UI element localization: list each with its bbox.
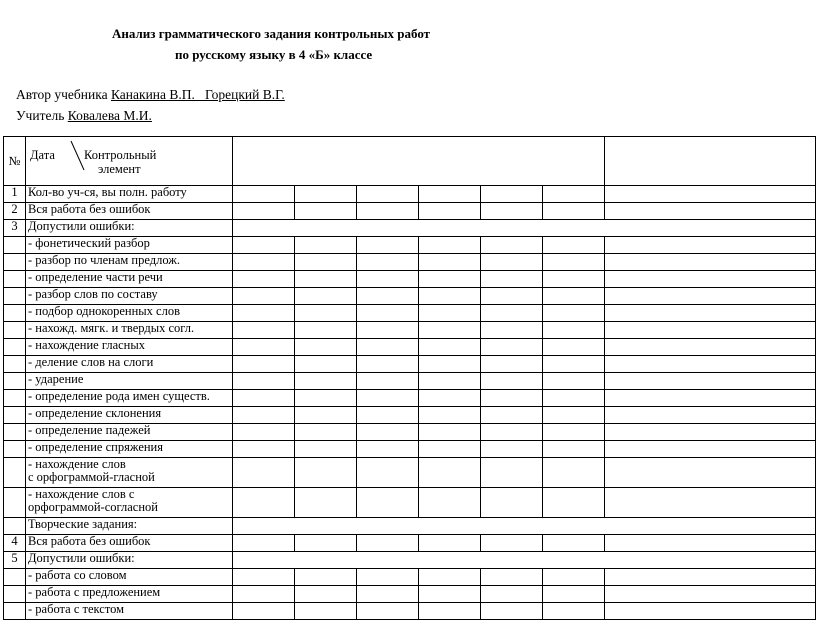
value-cell <box>419 186 481 203</box>
row-label: - определение части речи <box>26 271 233 288</box>
extra-cell <box>605 356 816 373</box>
date-header-span <box>233 137 605 186</box>
value-cell <box>481 407 543 424</box>
value-cell <box>543 488 605 518</box>
value-cell <box>419 373 481 390</box>
row-label: - работа с текстом <box>26 603 233 620</box>
table-row <box>4 339 816 356</box>
row-label: - разбор слов по составу <box>26 288 233 305</box>
row-number <box>4 373 26 390</box>
value-cell <box>295 288 357 305</box>
value-cell <box>357 488 419 518</box>
element-header-line2: элемент <box>98 162 141 176</box>
author-value: Канакина В.П. Горецкий В.Г. <box>110 87 285 102</box>
extra-cell <box>605 407 816 424</box>
value-cell <box>233 535 295 552</box>
row-number <box>4 569 26 586</box>
value-cell <box>357 237 419 254</box>
value-cell <box>295 271 357 288</box>
value-cell <box>295 322 357 339</box>
extra-cell <box>605 424 816 441</box>
value-cell <box>419 271 481 288</box>
num-header: № <box>4 137 26 186</box>
value-cell <box>543 203 605 220</box>
table-row <box>4 271 816 288</box>
row-label: - нахождение слов с орфограммой-согласной <box>26 488 233 518</box>
row-number <box>4 237 26 254</box>
row-number <box>4 488 26 518</box>
value-cell <box>357 271 419 288</box>
date-element-header <box>26 137 233 186</box>
value-cell <box>295 203 357 220</box>
table-row <box>4 488 816 518</box>
extra-cell <box>605 288 816 305</box>
value-cell <box>233 373 295 390</box>
value-cell <box>295 488 357 518</box>
value-cell <box>233 203 295 220</box>
row-number <box>4 356 26 373</box>
table-row <box>4 518 816 535</box>
row-label: Творческие задания: <box>26 518 233 535</box>
row-label: - определение склонения <box>26 407 233 424</box>
value-cell <box>419 203 481 220</box>
value-cell <box>357 424 419 441</box>
value-cell <box>233 569 295 586</box>
row-number: 5 <box>4 552 26 569</box>
value-cell <box>357 569 419 586</box>
value-cell <box>419 390 481 407</box>
value-cell <box>481 271 543 288</box>
extra-cell <box>605 254 816 271</box>
value-cell <box>481 458 543 488</box>
value-cell <box>543 305 605 322</box>
row-label: - работа с предложением <box>26 586 233 603</box>
value-cell <box>543 356 605 373</box>
value-cell <box>357 254 419 271</box>
document-title-line1: Анализ грамматического задания контрольных работ <box>112 26 431 41</box>
extra-cell <box>605 488 816 518</box>
table-row <box>4 569 816 586</box>
extra-cell <box>605 390 816 407</box>
value-cell <box>419 488 481 518</box>
value-cell <box>295 458 357 488</box>
value-cell <box>543 288 605 305</box>
row-number <box>4 305 26 322</box>
value-cell <box>233 339 295 356</box>
value-cell <box>543 424 605 441</box>
value-cell <box>543 390 605 407</box>
row-number <box>4 271 26 288</box>
value-cell <box>357 339 419 356</box>
value-cell <box>233 407 295 424</box>
value-cell <box>481 186 543 203</box>
value-cell <box>357 305 419 322</box>
analysis-table <box>3 136 816 620</box>
value-cell <box>419 322 481 339</box>
row-label: Допустили ошибки: <box>26 552 233 569</box>
row-label: Вся работа без ошибок <box>26 203 233 220</box>
value-cell <box>357 441 419 458</box>
table-row <box>4 458 816 488</box>
value-cell <box>481 339 543 356</box>
table-row <box>4 441 816 458</box>
table-row <box>4 237 816 254</box>
table-row <box>4 305 816 322</box>
value-cell <box>419 441 481 458</box>
value-cell <box>233 390 295 407</box>
value-cell <box>419 237 481 254</box>
row-number <box>4 322 26 339</box>
value-cell <box>295 237 357 254</box>
value-cell <box>543 254 605 271</box>
value-cell <box>419 535 481 552</box>
row-label: - определение рода имен существ. <box>26 390 233 407</box>
value-cell <box>481 569 543 586</box>
value-cell <box>295 254 357 271</box>
value-cell <box>481 356 543 373</box>
table-row <box>4 586 816 603</box>
value-cell <box>481 441 543 458</box>
value-cell <box>233 271 295 288</box>
row-number <box>4 390 26 407</box>
merged-value-cell <box>233 518 816 535</box>
value-cell <box>543 373 605 390</box>
value-cell <box>481 322 543 339</box>
row-number <box>4 424 26 441</box>
extra-cell <box>605 586 816 603</box>
value-cell <box>233 356 295 373</box>
extra-cell <box>605 322 816 339</box>
row-label: Допустили ошибки: <box>26 220 233 237</box>
row-number: 1 <box>4 186 26 203</box>
merged-value-cell <box>233 552 816 569</box>
row-number: 3 <box>4 220 26 237</box>
value-cell <box>481 424 543 441</box>
value-cell <box>357 407 419 424</box>
row-number <box>4 458 26 488</box>
value-cell <box>233 488 295 518</box>
table-row <box>4 407 816 424</box>
value-cell <box>357 373 419 390</box>
table-row <box>4 356 816 373</box>
extra-cell <box>605 186 816 203</box>
row-label: - деление слов на слоги <box>26 356 233 373</box>
value-cell <box>357 288 419 305</box>
extra-cell <box>605 441 816 458</box>
value-cell <box>295 407 357 424</box>
value-cell <box>233 237 295 254</box>
value-cell <box>419 407 481 424</box>
value-cell <box>481 254 543 271</box>
value-cell <box>295 186 357 203</box>
value-cell <box>357 203 419 220</box>
value-cell <box>481 203 543 220</box>
value-cell <box>543 339 605 356</box>
table-row <box>4 203 816 220</box>
extra-cell <box>605 305 816 322</box>
value-cell <box>481 535 543 552</box>
value-cell <box>295 569 357 586</box>
row-label: - фонетический разбор <box>26 237 233 254</box>
row-label: - работа со словом <box>26 569 233 586</box>
value-cell <box>481 488 543 518</box>
row-label: Кол-во уч-ся, вы полн. работу <box>26 186 233 203</box>
row-number: 4 <box>4 535 26 552</box>
value-cell <box>233 441 295 458</box>
document-title-line2: по русскому языку в 4 «Б» классе <box>175 47 373 62</box>
row-number <box>4 407 26 424</box>
value-cell <box>543 186 605 203</box>
value-cell <box>357 186 419 203</box>
value-cell <box>419 288 481 305</box>
element-header-line1: Контрольный <box>84 148 157 162</box>
table-row <box>4 220 816 237</box>
row-number <box>4 339 26 356</box>
extra-cell <box>605 203 816 220</box>
value-cell <box>233 288 295 305</box>
value-cell <box>357 535 419 552</box>
row-label: Вся работа без ошибок <box>26 535 233 552</box>
value-cell <box>543 535 605 552</box>
value-cell <box>233 305 295 322</box>
extra-cell <box>605 271 816 288</box>
value-cell <box>419 356 481 373</box>
value-cell <box>357 390 419 407</box>
value-cell <box>543 458 605 488</box>
value-cell <box>543 441 605 458</box>
teacher-line <box>16 108 152 124</box>
value-cell <box>481 390 543 407</box>
author-label: Автор учебника <box>16 87 111 102</box>
value-cell <box>295 424 357 441</box>
extra-cell <box>605 458 816 488</box>
row-label: - ударение <box>26 373 233 390</box>
value-cell <box>419 305 481 322</box>
value-cell <box>233 254 295 271</box>
table-row <box>4 254 816 271</box>
author-line <box>16 87 285 103</box>
value-cell <box>233 424 295 441</box>
value-cell <box>419 569 481 586</box>
value-cell <box>543 322 605 339</box>
table-row <box>4 186 816 203</box>
value-cell <box>419 586 481 603</box>
value-cell <box>295 441 357 458</box>
value-cell <box>419 254 481 271</box>
extra-cell <box>605 569 816 586</box>
value-cell <box>481 586 543 603</box>
row-label: - нахождение гласных <box>26 339 233 356</box>
value-cell <box>419 339 481 356</box>
value-cell <box>233 322 295 339</box>
value-cell <box>295 373 357 390</box>
value-cell <box>543 569 605 586</box>
table-row <box>4 288 816 305</box>
extra-header-cell <box>605 137 816 186</box>
value-cell <box>543 237 605 254</box>
row-label: - нахождение слов с орфограммой-гласной <box>26 458 233 488</box>
row-number <box>4 586 26 603</box>
row-label: - определение падежей <box>26 424 233 441</box>
teacher-value: Ковалева М.И. <box>67 108 152 123</box>
value-cell <box>295 535 357 552</box>
value-cell <box>481 305 543 322</box>
table-row <box>4 373 816 390</box>
extra-cell <box>605 339 816 356</box>
value-cell <box>543 407 605 424</box>
row-number <box>4 518 26 535</box>
row-label: - нахожд. мягк. и твердых согл. <box>26 322 233 339</box>
value-cell <box>543 586 605 603</box>
date-header: Дата <box>30 148 55 162</box>
value-cell <box>295 586 357 603</box>
value-cell <box>233 586 295 603</box>
table-row <box>4 390 816 407</box>
table-header-row <box>4 137 816 186</box>
table-row <box>4 535 816 552</box>
table-row <box>4 552 816 569</box>
extra-cell <box>605 373 816 390</box>
extra-cell <box>605 237 816 254</box>
table-row <box>4 322 816 339</box>
value-cell <box>481 373 543 390</box>
row-number: 2 <box>4 203 26 220</box>
row-number <box>4 441 26 458</box>
value-cell <box>357 322 419 339</box>
value-cell <box>481 288 543 305</box>
row-label: - подбор однокоренных слов <box>26 305 233 322</box>
value-cell <box>543 271 605 288</box>
row-label: - определение спряжения <box>26 441 233 458</box>
value-cell <box>419 458 481 488</box>
value-cell <box>481 237 543 254</box>
value-cell <box>295 356 357 373</box>
merged-value-cell <box>233 220 816 237</box>
value-cell <box>233 186 295 203</box>
value-cell <box>233 458 295 488</box>
table-row <box>4 424 816 441</box>
value-cell <box>357 458 419 488</box>
value-cell <box>419 424 481 441</box>
row-number <box>4 254 26 271</box>
value-cell <box>295 390 357 407</box>
extra-cell <box>605 535 816 552</box>
value-cell <box>295 339 357 356</box>
value-cell <box>295 305 357 322</box>
value-cell <box>357 356 419 373</box>
row-number <box>4 288 26 305</box>
teacher-label: Учитель <box>16 108 68 123</box>
value-cell <box>357 586 419 603</box>
row-label: - разбор по членам предлож. <box>26 254 233 271</box>
